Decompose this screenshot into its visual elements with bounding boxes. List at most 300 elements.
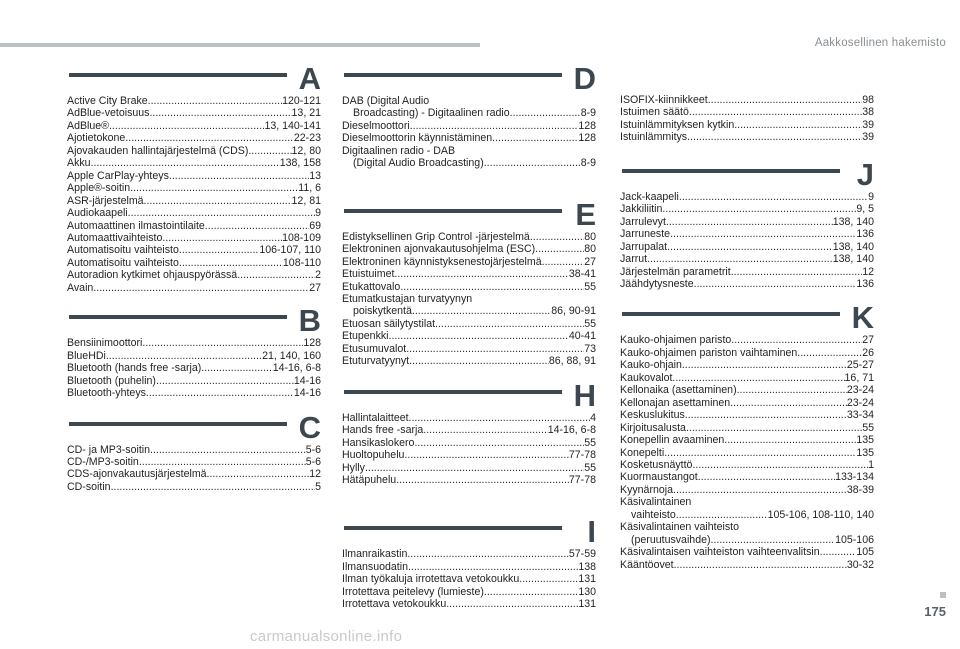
index-entry (620, 484, 874, 496)
dot-leader (394, 268, 568, 280)
entry-page: 55 (584, 436, 596, 449)
entry-label: Hansikaslokero (342, 436, 415, 449)
entry-label: CDS-ajonvakautusjärjestelmä (67, 468, 207, 481)
dot-leader (406, 343, 584, 355)
entry-page: 38-41 (568, 268, 596, 281)
index-entry (67, 157, 321, 169)
entry-page: 40-41 (568, 330, 596, 343)
entry-page: 14-16 (293, 374, 321, 387)
entry-page: 8-9 (580, 107, 596, 120)
entry-page: 5-6 (305, 455, 321, 468)
dot-leader (396, 474, 569, 486)
entry-label: Hylly (342, 461, 365, 474)
dot-leader (414, 437, 584, 449)
dot-leader (93, 282, 309, 294)
entry-page: 22-23 (293, 132, 321, 145)
entry-label: Etupenkki (342, 330, 389, 343)
entry-label: Bluetooth (hands free -sarja) (67, 362, 202, 375)
index-entry (620, 471, 874, 483)
dot-leader (106, 350, 262, 362)
entry-page: 12 (862, 265, 874, 278)
index-entry (342, 573, 596, 585)
entry-label: Edistyksellinen Grip Control -järjestelmä (342, 230, 530, 243)
index-column-1 (67, 61, 321, 493)
entry-page: 23-24 (846, 384, 874, 397)
section-rule (69, 73, 287, 77)
entry-page: 13 (309, 169, 321, 182)
index-entry (620, 559, 874, 571)
entry-label: Jakkiliitin (620, 203, 663, 216)
entry-page: 1 (868, 458, 874, 471)
index-entry (620, 546, 874, 558)
index-section-i (342, 514, 596, 611)
entry-label: ASR-järjestelmä (67, 194, 144, 207)
entry-page: 21, 140, 160 (262, 349, 321, 362)
entry-label: CD-/MP3-soitin (67, 455, 139, 468)
section-rule (344, 526, 562, 530)
dot-leader (179, 257, 283, 269)
section-letter: B (298, 303, 321, 339)
index-entry (620, 106, 874, 118)
entry-page: 138, 158 (279, 157, 321, 170)
dot-leader (149, 107, 291, 119)
entry-label: Kyynärnoja (620, 483, 673, 496)
section-header (342, 377, 596, 413)
index-section-d (342, 61, 596, 170)
dot-leader (409, 412, 591, 424)
entry-page: 106-107, 110 (259, 244, 321, 257)
dot-leader (737, 384, 847, 396)
entry-label: Bluetooth (puhelin) (67, 374, 156, 387)
entry-label: AdBlue-vetoisuus (67, 107, 150, 120)
dot-leader (670, 228, 856, 240)
entry-page: 138 (578, 560, 596, 573)
section-letter: H (573, 377, 596, 413)
dot-leader (156, 375, 294, 387)
entry-page: 23-24 (846, 396, 874, 409)
entry-page: 128 (578, 132, 596, 145)
index-entry (342, 305, 596, 317)
entry-label: Hands free -sarja (342, 424, 424, 437)
index-entry (67, 132, 321, 144)
section-header (620, 300, 874, 336)
section-letter: K (851, 300, 874, 336)
entry-page: 13, 21 (291, 107, 321, 120)
entry-page: 30-32 (846, 558, 874, 571)
entry-page: 25-27 (846, 359, 874, 372)
dot-leader (535, 243, 584, 255)
entry-label: Etuturvatyynyt (342, 355, 410, 368)
entry-page: 14-16, 6-8 (272, 362, 321, 375)
index-entry (67, 107, 321, 119)
dot-leader (446, 598, 578, 610)
section-header (342, 196, 596, 232)
dot-leader (820, 546, 857, 558)
entry-label: Jarrupalat (620, 240, 668, 253)
dot-leader (708, 94, 862, 106)
entry-label: Dieselmoottorin käynnistäminen (342, 132, 493, 145)
dot-leader (407, 548, 569, 560)
index-entry (67, 282, 321, 294)
entry-label: Bensiinimoottori (67, 337, 143, 350)
entry-label: Dieselmoottori (342, 119, 410, 132)
entry-page: 39 (862, 118, 874, 131)
dot-leader (423, 424, 547, 436)
section-letter: J (856, 156, 874, 192)
dot-leader (734, 119, 862, 131)
dot-leader (724, 434, 856, 446)
entry-page: 5-6 (305, 443, 321, 456)
entry-page: 9 (315, 207, 321, 220)
index-entry (342, 281, 596, 293)
dot-leader (492, 132, 578, 144)
index-entry (342, 561, 596, 573)
section-header (67, 409, 321, 445)
index-entry (342, 437, 596, 449)
entry-page: 5 (315, 480, 321, 493)
index-entry (67, 195, 321, 207)
index-section-e (342, 196, 596, 368)
entry-label: Käsivalintaisen vaihteiston vaihteenvalitsin (620, 546, 820, 559)
index-entry (620, 203, 874, 215)
index-entry-heading: Käsivalintainen (620, 496, 692, 509)
entry-page: 135 (856, 434, 874, 447)
entry-label: Bluetooth-yhteys (67, 387, 146, 400)
section-rule (344, 390, 562, 394)
entry-label: vaihteisto (631, 508, 676, 521)
entry-page: 77-78 (568, 449, 596, 462)
entry-page: 120-121 (282, 95, 321, 107)
section-header (67, 303, 321, 339)
index-entry (342, 474, 596, 486)
entry-page: 80 (584, 230, 596, 243)
entry-page: 77-78 (568, 473, 596, 486)
dot-leader (400, 281, 584, 293)
entry-page: 80 (584, 243, 596, 256)
entry-label: Hallintalaitteet (342, 411, 409, 424)
entry-page: 12 (309, 468, 321, 481)
section-letter: C (298, 409, 321, 445)
index-entry (342, 424, 596, 436)
index-entry (342, 412, 596, 424)
entry-page: 86, 90-91 (551, 305, 596, 318)
index-entry (342, 449, 596, 461)
index-entry (620, 266, 874, 278)
entry-label: Etuosan säilytystilat (342, 317, 436, 330)
entry-page: 105 (856, 546, 874, 559)
index-entry (67, 257, 321, 269)
entry-page: 138, 140 (832, 215, 874, 228)
index-entry (342, 318, 596, 330)
index-entry (67, 244, 321, 256)
entry-page: 14-16 (293, 387, 321, 400)
dot-leader (530, 231, 584, 243)
dot-leader (664, 447, 856, 459)
index-entry (342, 330, 596, 342)
index-entry (342, 243, 596, 255)
dot-leader (179, 244, 259, 256)
entry-page: 130 (578, 585, 596, 598)
dot-leader (679, 191, 868, 203)
index-entry (67, 207, 321, 219)
entry-label: BlueHDi (67, 349, 106, 362)
entry-label: poiskytkentä (353, 305, 412, 318)
entry-page: 108-110 (282, 256, 321, 269)
index-entry (620, 278, 874, 290)
entry-label: Kirjoitusalusta (620, 421, 686, 434)
entry-label: Etuistuimet (342, 268, 395, 281)
index-entry (620, 384, 874, 396)
dot-leader (207, 468, 310, 480)
dot-leader (125, 132, 294, 144)
index-entry (67, 269, 321, 281)
index-entry (67, 350, 321, 362)
index-entry (342, 462, 596, 474)
index-entry (67, 481, 321, 493)
entry-label: Kauko-ohjain (620, 359, 682, 372)
dot-leader (109, 120, 264, 132)
index-section-h (342, 377, 596, 487)
index-section-k (620, 300, 874, 571)
dot-leader (731, 266, 863, 278)
dot-leader (435, 318, 584, 330)
dot-leader (676, 509, 768, 521)
dot-leader (667, 241, 833, 253)
entry-page: 136 (856, 277, 874, 290)
entry-label: Kauko-ohjaimen paristo (620, 334, 732, 347)
section-rule (344, 73, 562, 77)
index-section-b (67, 303, 321, 400)
index-entry (342, 132, 596, 144)
dot-leader (169, 170, 309, 182)
entry-label: Etukattovalo (342, 280, 401, 293)
entry-page: 12, 80 (291, 144, 321, 157)
index-entry (342, 157, 596, 169)
index-entry (620, 216, 874, 228)
entry-label: Jarruneste (620, 228, 671, 241)
section-rule (69, 422, 287, 426)
index-entry (342, 586, 596, 598)
index-entry (620, 459, 874, 471)
index-entry (620, 228, 874, 240)
index-entry (342, 268, 596, 280)
section-header (620, 156, 874, 192)
entry-label: Kaukovalot (620, 371, 673, 384)
index-entry (620, 434, 874, 446)
entry-page: 27 (309, 281, 321, 294)
entry-label: Huoltopuhelu (342, 449, 405, 462)
section-header (67, 61, 321, 96)
entry-label: Istuinlämmityksen kytkin (620, 118, 735, 131)
entry-page: 135 (856, 446, 874, 459)
dot-leader (694, 278, 857, 290)
index-entry (342, 598, 596, 610)
entry-page: 128 (303, 337, 321, 350)
index-section-a (67, 61, 321, 294)
entry-page: 57-59 (568, 548, 596, 561)
dot-leader (698, 471, 835, 483)
entry-page: 128 (578, 119, 596, 132)
dot-leader (389, 330, 569, 342)
entry-label: Automaattinen ilmastointilaite (67, 219, 205, 232)
entry-label: Automaattivaihteisto (67, 231, 163, 244)
section-rule (622, 169, 840, 173)
index-entry (67, 170, 321, 182)
dot-leader (510, 107, 581, 119)
entry-label: Automatisoitu vaihteisto (67, 244, 179, 257)
index-entry-heading: Käsivalintainen vaihteisto (620, 521, 739, 534)
entry-label: Istuimen säätö (620, 106, 689, 119)
dot-leader (144, 195, 292, 207)
entry-page: 131 (578, 573, 596, 586)
dot-leader (731, 334, 862, 346)
dot-leader (150, 444, 306, 456)
index-entry (620, 131, 874, 143)
entry-label: Akku (67, 157, 91, 170)
index-entry (67, 95, 321, 107)
dot-leader (666, 216, 833, 228)
dot-leader (687, 131, 862, 143)
dot-leader (148, 95, 282, 107)
dot-leader (730, 397, 847, 409)
entry-label: Active City Brake (67, 95, 148, 107)
entry-page: 105-106 (835, 533, 874, 546)
dot-leader (484, 586, 578, 598)
entry-label: (Digital Audio Broadcasting) (353, 157, 484, 170)
index-entry (620, 119, 874, 131)
dot-leader (408, 561, 578, 573)
index-entry (342, 231, 596, 243)
index-entry (67, 182, 321, 194)
page-number: 175 (924, 604, 946, 619)
entry-page: 69 (309, 219, 321, 232)
section-header (342, 61, 596, 96)
index-entry (620, 347, 874, 359)
entry-page: 108-109 (282, 231, 321, 244)
entry-page: 38 (862, 106, 874, 119)
index-entry (342, 343, 596, 355)
entry-label: Kuormaustangot (620, 471, 698, 484)
entry-label: Järjestelmän parametrit (620, 265, 731, 278)
index-entry (620, 359, 874, 371)
index-entry (67, 337, 321, 349)
dot-leader (404, 449, 568, 461)
index-entry (620, 509, 874, 521)
dot-leader (162, 232, 282, 244)
index-entry-heading: Digitaalinen radio - DAB (342, 144, 456, 157)
index-entry (620, 253, 874, 265)
index-entry (67, 456, 321, 468)
dot-leader (248, 145, 291, 157)
entry-label: Apple®-soitin (67, 182, 131, 195)
index-entry (342, 256, 596, 268)
index-entry (620, 191, 874, 203)
index-entry (67, 362, 321, 374)
entry-label: Jarrulevyt (620, 215, 666, 228)
dot-leader (647, 253, 833, 265)
entry-label: Ilmansuodatin (342, 560, 408, 573)
index-entry (620, 94, 874, 106)
index-entry (67, 120, 321, 132)
index-section-isofix (620, 94, 874, 144)
dot-leader (410, 120, 579, 132)
page-marker (940, 592, 946, 598)
index-entry (67, 444, 321, 456)
entry-page: 33-34 (846, 409, 874, 422)
section-rule (69, 315, 287, 319)
entry-label: CD- ja MP3-soitin (67, 443, 151, 456)
index-entry-heading: DAB (Digital Audio (342, 95, 430, 107)
entry-label: Elektroninen ajonvakautusohjelma (ESC) (342, 243, 536, 256)
dot-leader (142, 337, 303, 349)
section-letter: D (573, 61, 596, 96)
header-rule (0, 43, 480, 47)
dot-leader (365, 462, 584, 474)
entry-page: 136 (856, 228, 874, 241)
entry-label: Apple CarPlay-yhteys (67, 169, 169, 182)
entry-label: Kellonajan asettaminen (620, 396, 731, 409)
index-section-j (620, 156, 874, 291)
entry-page: 8-9 (580, 157, 596, 170)
entry-label: Kellonaika (asettaminen) (620, 384, 737, 397)
dot-leader (686, 422, 862, 434)
entry-label: Jarrut (620, 253, 648, 266)
index-entry (342, 355, 596, 367)
index-entry (620, 422, 874, 434)
entry-label: Istuinlämmitys (620, 131, 688, 144)
dot-leader (237, 269, 315, 281)
entry-label: Konepellin avaaminen (620, 434, 725, 447)
dot-leader (91, 157, 280, 169)
dot-leader (484, 157, 581, 169)
index-entry-heading: Etumatkustajan turvatyynyn (342, 292, 473, 305)
entry-label: Konepelti (620, 446, 665, 459)
dot-leader (409, 355, 549, 367)
watermark-text: carmanualsonline.info (250, 628, 403, 645)
entry-page: 105-106, 108-110, 140 (767, 508, 874, 521)
dot-leader (692, 459, 868, 471)
entry-page: 98 (862, 94, 874, 106)
entry-label: Keskuslukitus (620, 409, 685, 422)
entry-page: 133-134 (835, 471, 874, 484)
entry-label: Ajotietokone (67, 132, 126, 145)
dot-leader (542, 256, 585, 268)
index-entry (342, 120, 596, 132)
entry-page: 16, 71 (844, 371, 874, 384)
dot-leader (130, 182, 298, 194)
index-entry (620, 372, 874, 384)
entry-page: 13, 140-141 (264, 119, 321, 132)
entry-label: AdBlue® (67, 119, 109, 132)
entry-label: Irrotettava peitelevy (lumieste) (342, 585, 484, 598)
section-rule (344, 209, 562, 213)
entry-page: 55 (862, 421, 874, 434)
entry-label: Kosketusnäyttö (620, 458, 693, 471)
index-entry (620, 241, 874, 253)
dot-leader (674, 559, 847, 571)
entry-label: Autoradion kytkimet ohjauspyörässä (67, 269, 238, 282)
dot-leader (662, 203, 856, 215)
dot-leader (689, 106, 862, 118)
index-entry (67, 468, 321, 480)
dot-leader (682, 359, 847, 371)
index-entry (342, 107, 596, 119)
entry-page: 131 (578, 598, 596, 611)
index-entry (620, 409, 874, 421)
dot-leader (673, 484, 847, 496)
entry-page: 73 (584, 342, 596, 355)
entry-page: 138, 140 (832, 253, 874, 266)
